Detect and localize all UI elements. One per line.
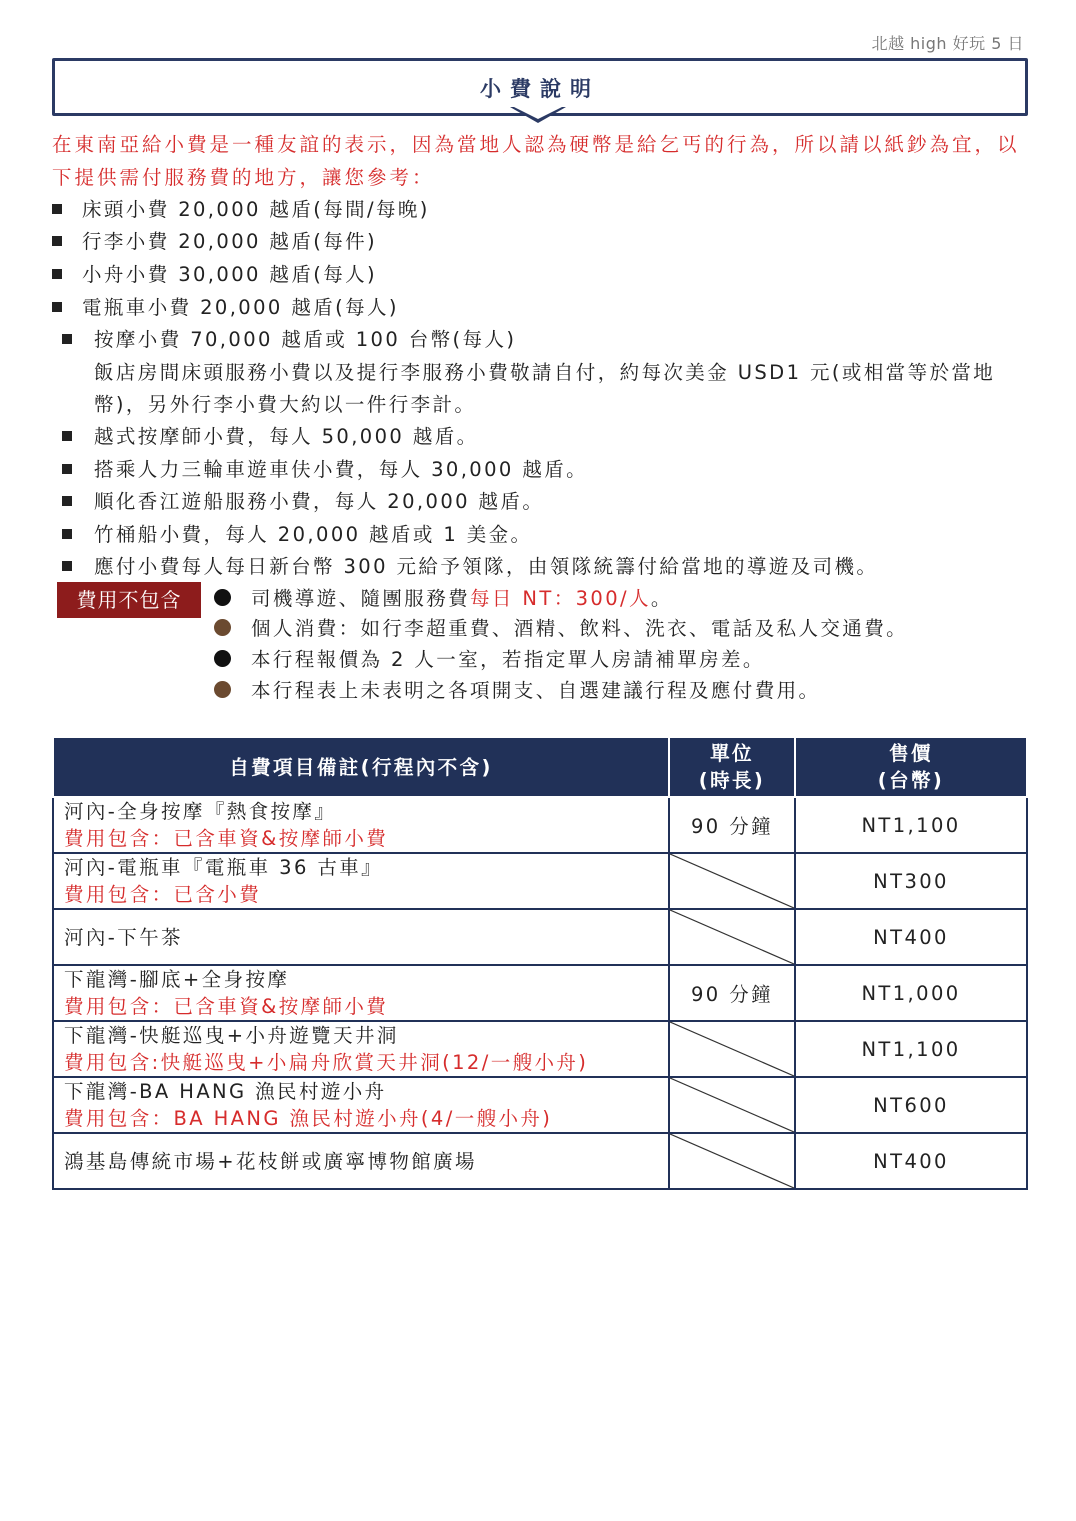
table-row: [53, 909, 1027, 965]
optional-fee-table: [52, 738, 1028, 1190]
price-cell: NT1,100: [795, 1021, 1027, 1077]
square-bullet-icon: [62, 529, 72, 539]
square-bullet-icon: [52, 302, 62, 312]
unit-cell-empty: [669, 1133, 795, 1189]
square-bullet-icon: [62, 464, 72, 474]
square-bullet-icon: [52, 204, 62, 214]
header-price: 售價 (台幣): [795, 738, 1027, 797]
page-header-label: 北越 high 好玩 5 日: [871, 34, 1024, 53]
table-row: [53, 1021, 1027, 1077]
tip-item: 應付小費每人每日新台幣 300 元給予領隊，由領隊統籌付給當地的導遊及司機。: [62, 551, 878, 583]
price-cell: NT1,000: [795, 965, 1027, 1021]
tip-note: 飯店房間床頭服務小費以及提行李服務小費敬請自付，約每次美金 USD1 元(或相當等於當地幣)，另外行李小費大約以一件行李計。: [94, 361, 996, 416]
item-cell: 鴻基島傳統市場+花枝餅或廣寧博物館廣場: [53, 1133, 669, 1189]
tip-item: 小舟小費 30,000 越盾(每人): [52, 259, 377, 291]
circle-bullet-icon: [214, 619, 231, 636]
table-row: [53, 797, 1027, 853]
square-bullet-icon: [62, 496, 72, 506]
price-cell: NT400: [795, 1133, 1027, 1189]
price-cell: NT300: [795, 853, 1027, 909]
diagonal-slash-icon: [670, 854, 794, 908]
square-bullet-icon: [52, 236, 62, 246]
item-cell: 河內-下午茶: [53, 909, 669, 965]
table-row: [53, 1133, 1027, 1189]
excluded-tag: 費用不包含: [57, 582, 201, 618]
tip-item: 順化香江遊船服務小費，每人 20,000 越盾。: [62, 486, 544, 518]
square-bullet-icon: [52, 269, 62, 279]
tip-item: 行李小費 20,000 越盾(每件): [52, 226, 377, 258]
excluded-item: 司機導遊、隨團服務費每日 NT：300/人。: [214, 583, 673, 614]
tip-item: 搭乘人力三輪車遊車伕小費，每人 30,000 越盾。: [62, 454, 588, 486]
price-cell: NT400: [795, 909, 1027, 965]
header-unit: 單位 (時長): [669, 738, 795, 797]
intro-text: 在東南亞給小費是一種友誼的表示，因為當地人認為硬幣是給乞丐的行為，所以請以紙鈔為宜，以下提供需付服務費的地方，讓您參考：: [52, 133, 1020, 189]
item-cell: 下龍灣-BA HANG 漁民村遊小舟 費用包含：BA HANG 漁民村遊小舟(4/一艘小舟): [53, 1077, 669, 1133]
unit-cell-empty: [669, 1021, 795, 1077]
unit-cell-empty: [669, 909, 795, 965]
header-item: 自費項目備註(行程內不含): [53, 738, 669, 797]
unit-cell: 90 分鐘: [669, 965, 795, 1021]
tip-item: 電瓶車小費 20,000 越盾(每人): [52, 292, 399, 324]
table-header-row: [53, 738, 1027, 797]
item-cell: 下龍灣-快艇巡曳+小舟遊覽天井洞 費用包含:快艇巡曳+小扁舟欣賞天井洞(12/一艘小舟): [53, 1021, 669, 1077]
price-cell: NT600: [795, 1077, 1027, 1133]
unit-cell: 90 分鐘: [669, 797, 795, 853]
tip-item: 竹桶船小費，每人 20,000 越盾或 1 美金。: [62, 519, 532, 551]
item-cell: 河內-電瓶車『電瓶車 36 古車』 費用包含：已含小費: [53, 853, 669, 909]
section-title: 小費說明: [480, 77, 600, 101]
square-bullet-icon: [62, 561, 72, 571]
unit-cell-empty: [669, 853, 795, 909]
unit-cell-empty: [669, 1077, 795, 1133]
square-bullet-icon: [62, 431, 72, 441]
circle-bullet-icon: [214, 650, 231, 667]
table-row: [53, 965, 1027, 1021]
diagonal-slash-icon: [670, 1078, 794, 1132]
tip-item: 床頭小費 20,000 越盾(每間/每晚): [52, 194, 430, 226]
item-cell: 下龍灣-腳底+全身按摩 費用包含：已含車資&按摩師小費: [53, 965, 669, 1021]
tip-item: 越式按摩師小費，每人 50,000 越盾。: [62, 421, 479, 453]
tip-item-massage: 按摩小費 70,000 越盾或 100 台幣(每人): [62, 324, 516, 356]
table-row: [53, 853, 1027, 909]
diagonal-slash-icon: [670, 1134, 794, 1188]
excluded-item: 個人消費：如行李超重費、酒精、飲料、洗衣、電話及私人交通費。: [214, 613, 908, 644]
circle-bullet-icon: [214, 681, 231, 698]
square-bullet-icon: [62, 334, 72, 344]
item-cell: 河內-全身按摩『熱食按摩』 費用包含：已含車資&按摩師小費: [53, 797, 669, 853]
circle-bullet-icon: [214, 589, 231, 606]
price-cell: NT1,100: [795, 797, 1027, 853]
excluded-item: 本行程表上未表明之各項開支、自選建議行程及應付費用。: [214, 675, 820, 706]
table-row: [53, 1077, 1027, 1133]
diagonal-slash-icon: [670, 1022, 794, 1076]
excluded-item: 本行程報價為 2 人一室，若指定單人房請補單房差。: [214, 644, 765, 675]
diagonal-slash-icon: [670, 910, 794, 964]
